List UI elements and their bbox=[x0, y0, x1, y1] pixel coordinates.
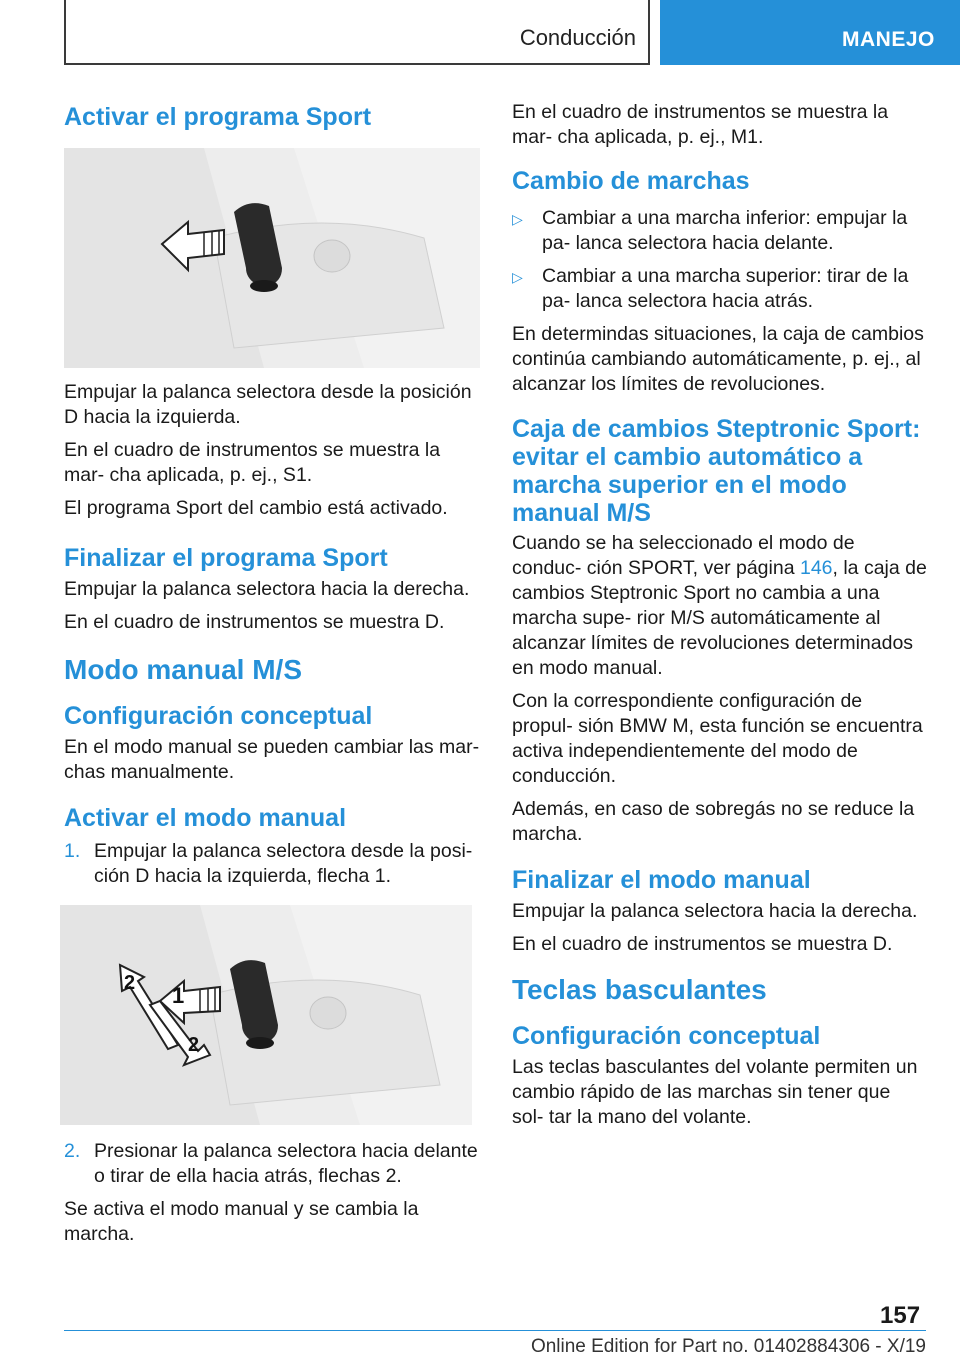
step-number: 1. bbox=[64, 840, 81, 862]
paragraph: El programa Sport del cambio está activado. bbox=[64, 497, 448, 519]
step-text: Presionar la palanca selectora hacia delante o tirar de ella hacia atrás, flechas 2. bbox=[94, 1140, 478, 1187]
header-section-box bbox=[64, 0, 650, 65]
step-number: 2. bbox=[64, 1140, 81, 1162]
bullet-text: Cambiar a una marcha inferior: empujar la pa‐ lanca selectora hacia delante. bbox=[542, 207, 908, 254]
triangle-bullet-icon: ▷ bbox=[512, 211, 523, 227]
triangle-bullet-icon: ▷ bbox=[512, 269, 523, 285]
heading-gear-shift: Cambio de marchas bbox=[512, 167, 750, 195]
paragraph: Con la correspondiente configuración de propul‐ sión BMW M, esta función se encuentra activa independientemente del modo de conducción. bbox=[512, 690, 923, 787]
heading-concept: Configuración conceptual bbox=[64, 702, 373, 730]
paragraph: Empujar la palanca selectora hacia la derecha. bbox=[64, 578, 470, 600]
paragraph: Además, en caso de sobregás no se reduce la marcha. bbox=[512, 798, 915, 845]
list-item-step-1 bbox=[64, 839, 480, 889]
heading-sport-off: Finalizar el programa Sport bbox=[64, 544, 388, 572]
figure-gear-selector-manual bbox=[60, 905, 472, 1125]
page-link[interactable]: 146 bbox=[799, 557, 833, 579]
page-number: 157 bbox=[880, 1302, 921, 1329]
heading-manual-mode: Modo manual M/S bbox=[64, 654, 302, 685]
step-text: Empujar la palanca selectora desde la posi‐ ción D hacia la izquierda, flecha 1. bbox=[94, 840, 473, 887]
heading-sport-on: Activar el programa Sport bbox=[64, 103, 372, 131]
right-column bbox=[512, 100, 927, 1138]
footer-divider bbox=[64, 1330, 926, 1331]
figure-label-2-top: 2 bbox=[124, 972, 136, 994]
list-item bbox=[512, 206, 927, 256]
footer-edition: Online Edition for Part no. 01402884306 - X/19 bbox=[530, 1336, 926, 1357]
figure-gear-selector-sport bbox=[64, 148, 480, 368]
paragraph: Se activa el modo manual y se cambia la marcha. bbox=[64, 1198, 419, 1245]
list-item bbox=[512, 264, 927, 314]
heading-steptronic: Caja de cambios Steptronic Sport: evitar el cambio automático a marcha superior en el modo manual M/S bbox=[512, 415, 921, 527]
paragraph-steptronic: Cuando se ha seleccionado el modo de conduc‐ ción SPORT, ver página 146, la caja de cambios Steptronic Sport no cambia a una marcha supe‐ rior M/S automáticamente al alcanzar límites de revoluciones determinados en modo manual. bbox=[512, 532, 927, 679]
paragraph: En el modo manual se pueden cambiar las mar‐ chas manualmente. bbox=[64, 736, 480, 783]
figure-label-1: 1 bbox=[172, 983, 185, 1008]
heading-paddles: Teclas basculantes bbox=[512, 974, 767, 1005]
gear-selector-manual-illustration bbox=[60, 905, 472, 1125]
header-chapter-tab bbox=[660, 0, 960, 65]
paragraph: En el cuadro de instrumentos se muestra la mar‐ cha aplicada, p. ej., S1. bbox=[64, 439, 441, 486]
header-section-title: Conducción bbox=[519, 25, 636, 50]
gear-selector-illustration bbox=[64, 148, 480, 368]
heading-manual-on: Activar el modo manual bbox=[64, 804, 347, 832]
heading-concept-paddles: Configuración conceptual bbox=[512, 1022, 821, 1050]
header-chapter-title: MANEJO bbox=[842, 28, 935, 51]
paragraph: En el cuadro de instrumentos se muestra D. bbox=[512, 933, 893, 955]
bullet-text: Cambiar a una marcha superior: tirar de la pa‐ lanca selectora hacia atrás. bbox=[542, 265, 909, 312]
paragraph: Las teclas basculantes del volante permiten un cambio rápido de las marchas sin tener que sol‐ tar la mano del volante. bbox=[512, 1056, 918, 1128]
figure-label-2-bottom: 2 bbox=[188, 1034, 200, 1056]
paragraph: Empujar la palanca selectora desde la posición D hacia la izquierda. bbox=[64, 381, 472, 428]
left-column bbox=[64, 100, 480, 1255]
paragraph: En el cuadro de instrumentos se muestra la mar‐ cha aplicada, p. ej., M1. bbox=[512, 101, 889, 148]
list-item-step-2 bbox=[64, 1139, 480, 1189]
paragraph: En determindas situaciones, la caja de cambios continúa cambiando automáticamente, p. ej., al alcanzar los límites de revoluciones. bbox=[512, 323, 924, 395]
paragraph: En el cuadro de instrumentos se muestra D. bbox=[64, 611, 445, 633]
paragraph: Empujar la palanca selectora hacia la derecha. bbox=[512, 900, 918, 922]
heading-manual-off: Finalizar el modo manual bbox=[512, 866, 811, 894]
